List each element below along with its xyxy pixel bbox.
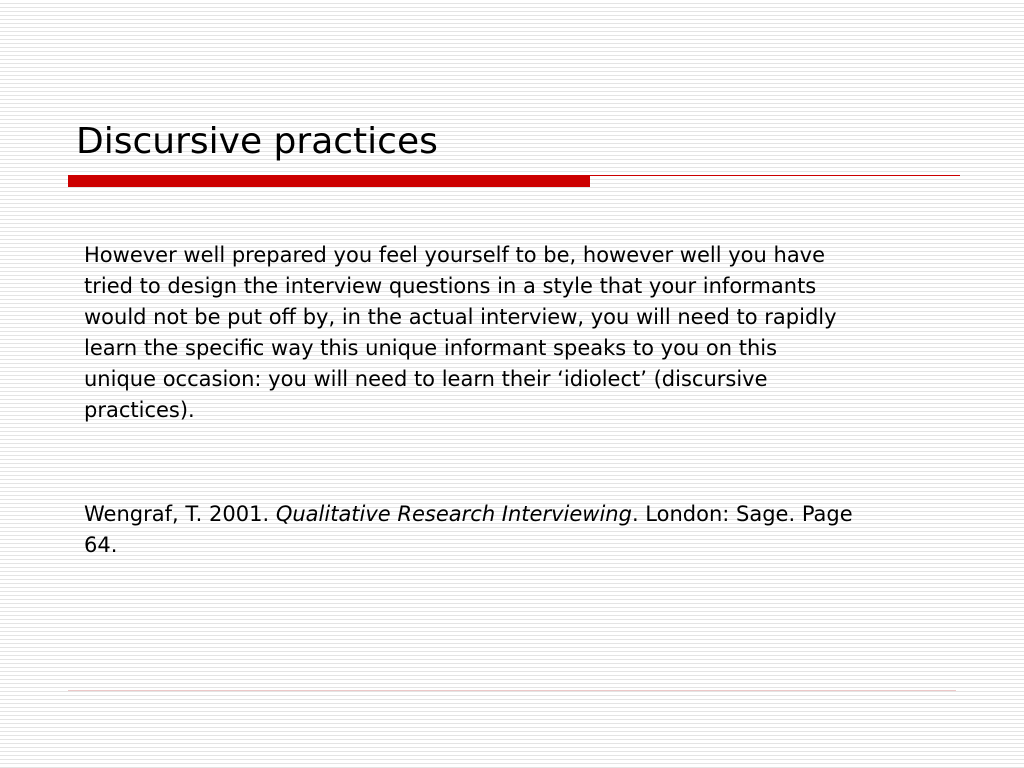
title-underline-thick (68, 175, 590, 187)
citation-prefix: Wengraf, T. 2001. (84, 502, 276, 526)
slide-body-text: However well prepared you feel yourself to be, however well you have tried to design the interview questions in a style that your informants would not be put off by, in the actual interview, you will need to rapidly learn the specific way this unique informant speaks to you on this unique occasion: you will need to learn their ‘idiolect’ (discursive practices). (84, 243, 837, 422)
footer-divider (68, 690, 956, 691)
slide-title: Discursive practices (76, 121, 438, 162)
title-underline-thin (590, 175, 960, 176)
citation (84, 499, 854, 561)
citation-suffix: . London: Sage. Page 64. (84, 502, 853, 557)
citation-book-title: Qualitative Research Interviewing (275, 502, 632, 526)
